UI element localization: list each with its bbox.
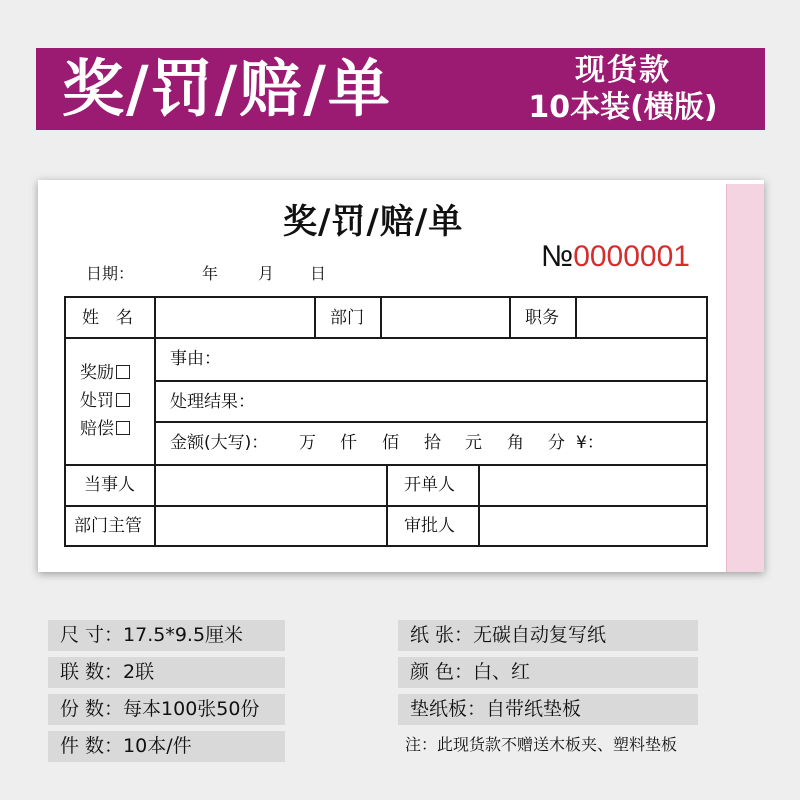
pack-label: 10本装(横版) xyxy=(528,90,718,125)
spec-note: 注：此现货款不赠送木板夹、塑料垫板 xyxy=(405,735,678,754)
name-label: 姓 名 xyxy=(82,308,133,328)
amount-unit-fen: 分 xyxy=(548,433,565,453)
party-label: 当事人 xyxy=(84,475,135,495)
date-month: 月 xyxy=(258,264,275,283)
amount-unit-yuan: 元 xyxy=(465,433,482,453)
banner-title: 奖/罚/赔/单 xyxy=(62,52,392,125)
option-reward xyxy=(80,362,130,384)
serial-prefix: № xyxy=(541,240,574,273)
form-title: 奖/罚/赔/单 xyxy=(283,202,464,242)
issuer-label: 开单人 xyxy=(404,475,455,495)
checkbox-icon xyxy=(116,421,130,435)
option-penalty xyxy=(80,390,130,412)
dept-label: 部门 xyxy=(330,308,364,328)
amount-unit-shi: 拾 xyxy=(424,433,441,453)
serial-digits: 0000001 xyxy=(573,240,690,273)
spec-paper: 纸 张：无碳自动复写纸 xyxy=(398,620,698,651)
date-year: 年 xyxy=(202,264,219,283)
amount-label: 金额(大写)： xyxy=(170,433,269,453)
option-compensation-label: 赔偿 xyxy=(80,419,114,439)
option-penalty-label: 处罚 xyxy=(80,391,114,411)
amount-currency: ¥： xyxy=(576,433,604,453)
date-day: 日 xyxy=(310,264,327,283)
spec-quantity: 件 数：10本/件 xyxy=(48,731,285,762)
form-sheet xyxy=(38,180,764,572)
reason-label: 事由： xyxy=(170,349,221,369)
spec-color: 颜 色：白、红 xyxy=(398,657,698,688)
banner-info xyxy=(503,52,743,126)
spec-size: 尺 寸：17.5*9.5厘米 xyxy=(48,620,285,651)
amount-unit-wan: 万 xyxy=(299,433,316,453)
result-label: 处理结果： xyxy=(170,392,255,412)
stock-label: 现货款 xyxy=(575,53,671,88)
spec-backing: 垫纸板：自带纸垫板 xyxy=(398,694,698,725)
position-label: 职务 xyxy=(525,308,559,328)
approver-label: 审批人 xyxy=(404,516,455,536)
header-banner xyxy=(36,48,765,130)
form-table xyxy=(38,180,764,572)
amount-unit-jiao: 角 xyxy=(507,433,524,453)
checkbox-icon xyxy=(116,393,130,407)
amount-unit-qian: 仟 xyxy=(340,433,357,453)
date-label: 日期： xyxy=(86,264,135,283)
option-compensation xyxy=(80,418,130,440)
supervisor-label: 部门主管 xyxy=(74,516,142,536)
checkbox-icon xyxy=(116,365,130,379)
amount-unit-bai: 佰 xyxy=(382,433,399,453)
spec-sets: 份 数：每本100张50份 xyxy=(48,694,285,725)
spec-copies: 联 数：2联 xyxy=(48,657,285,688)
option-reward-label: 奖励 xyxy=(80,363,114,383)
